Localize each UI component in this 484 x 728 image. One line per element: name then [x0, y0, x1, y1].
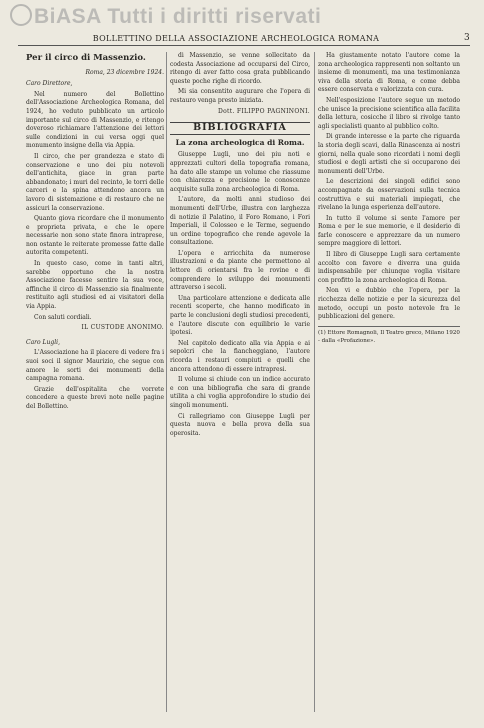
paragraph: Nell'esposizione l'autore segue un metodo che unisce la precisione scientifica alla facilita della lettura, cosicche il libro si rivolge tanto agli specialisti quanto al pubblico colto. [318, 96, 460, 130]
section-heading: BIBLIOGRAFIA [170, 122, 310, 135]
paragraph: L'autore, da molti anni studioso dei monumenti dell'Urbe, illustra con larghezza di notizie il Palatino, il Foro Romano, i Fori Imperiali, il Colosseo e le Terme, seguendo un ordine topografico che rende agevole la consultazione. [170, 196, 310, 247]
column-divider [166, 52, 167, 712]
paragraph: Grazie dell'ospitalita che vorrete concedere a queste brevi note nelle pagine del Bollettino. [26, 385, 164, 410]
watermark: BiASA Tutti i diritti riservati [10, 4, 321, 29]
salutation: Caro Lugli, [26, 338, 60, 346]
book-title: La zona archeologica di Roma. [175, 137, 305, 147]
signature: IL CUSTODE ANONIMO. [81, 324, 164, 332]
paragraph: Ci rallegriamo con Giuseppe Lugli per questa nuova e bella prova della sua operosita. [170, 412, 310, 437]
paragraph: L'opera e arricchita da numerose illustrazioni e da piante che permettono al lettore di orientarsi fra le rovine e di comprendere lo sviluppo dei monumenti attraverso i secoli. [170, 249, 310, 292]
signature: Dott. FILIPPO PAGNINONI. [218, 107, 310, 115]
page-number: 3 [464, 33, 470, 43]
paragraph: L'Associazione ha il piacere di vedere fra i suoi soci il signor Maurizio, che segue con amore le sorti dei monumenti della campagna romana. [26, 349, 164, 383]
header-rule [18, 45, 470, 46]
column-1 [26, 52, 164, 712]
column-2 [170, 52, 310, 712]
paragraph: Una particolare attenzione e dedicata alle recenti scoperte, che hanno modificato in parte le conclusioni degli studiosi precedenti, e l'autore discute con equilibrio le varie ipotesi. [170, 294, 310, 337]
paragraph: Mi sia consentito augurare che l'opera di restauro venga presto iniziata. [170, 88, 310, 104]
paragraph: Il circo, che per grandezza e stato di conservazione e uno dei piu notevoli dell'antichita, giace in gran parte abbandonato; i muri del recinto, le torri delle carceri e la spina attendono ancora un lavoro di sistemazione e di restauro che ne assicuri la conservazione. [26, 152, 164, 212]
article-title: Per il circo di Massenzio. [26, 53, 146, 63]
paragraph: Nel capitolo dedicato alla via Appia e ai sepolcri che la fiancheggiano, l'autore ricorda i restauri compiuti e quelli che ancora attendono di essere intrapresi. [170, 339, 310, 373]
paragraph: In questo caso, come in tanti altri, sarebbe opportuno che la nostra Associazione facesse sentire la sua voce, affinche il circo di Massenzio sia finalmente restituito agli studiosi ed ai visitatori della via Appia. [26, 260, 164, 311]
paragraph: Con saluti cordiali. [34, 313, 92, 321]
paragraph: In tutto il volume si sente l'amore per Roma e per le sue memorie, e il desiderio di farle conoscere e apprezzare da un numero sempre maggiore di lettori. [318, 214, 460, 248]
seal-icon [10, 4, 32, 26]
paragraph: Di grande interesse e la parte che riguarda la storia degli scavi, dalla Rinascenza ai nostri giorni, nella quale sono ricordati i nomi degli studiosi e degli artisti che si occuparono dei monumenti dell'Urbe. [318, 133, 460, 175]
column-divider [314, 52, 315, 712]
paragraph: Giuseppe Lugli, uno dei piu noti e apprezzati cultori della topografia romana, ha dato alle stampe un volume che riassume con chiarezza e precisione le conoscenze acquisite sulla zona archeologica di Roma. [170, 151, 310, 193]
paragraph: Il libro di Giuseppe Lugli sara certamente accolto con favore e diverra una guida indispensabile per chiunque voglia visitare con profitto la zona archeologica di Roma. [318, 251, 460, 284]
paragraph: Le descrizioni dei singoli edifici sono accompagnate da osservazioni sulla tecnica costruttiva e sui materiali impiegati, che rivelano la lunga esperienza dell'autore. [318, 178, 460, 212]
paragraph: Quanto giova ricordare che il monumento e proprieta privata, e che le opere necessarie non sono state finora intraprese, non ostante le reiterate promesse fatte dalle autorita competenti. [26, 215, 164, 257]
running-head: BOLLETTINO DELLA ASSOCIAZIONE ARCHEOLOGICA ROMANA [92, 34, 380, 43]
paragraph: Nel numero del Bollettino dell'Associazione Archeologica Romana, del 1924, ho veduto pubblicato un articolo importante sul circo di Massenzio, e ritengo doveroso richiamare l'attenzione dei lettori sulle condizioni in cui versa oggi quel monumento insigne della via Appia. [26, 90, 164, 150]
paragraph: Non vi e dubbio che l'opera, per la ricchezza delle notizie e per la sicurezza del metodo, occupi un posto notevole fra le pubblicazioni del genere. [318, 287, 460, 321]
paragraph: di Massenzio, se venne sollecitato da codesta Associazione ad occuparsi del Circo, ritengo di aver fatto cosa grata pubblicando queste poche righe di ricordo. [170, 52, 310, 85]
paragraph: Ha giustamente notato l'autore come la zona archeologica rappresenti non soltanto un insieme di monumenti, ma una testimonianza viva della storia di Roma, e come debba essere conservata e valorizzata con cura. [318, 52, 460, 94]
salutation: Caro Direttore, [26, 80, 73, 88]
footnote: (1) Ettore Romagnoli, Il Teatro greco, Milano 1920 - dalla «Profazione». [318, 326, 460, 346]
column-3 [318, 52, 460, 712]
dateline: Roma, 23 dicembre 1924. [85, 68, 164, 76]
paragraph: Il volume si chiude con un indice accurato e con una bibliografia che sara di grande utilita a chi voglia approfondire lo studio dei singoli monumenti. [170, 376, 310, 409]
